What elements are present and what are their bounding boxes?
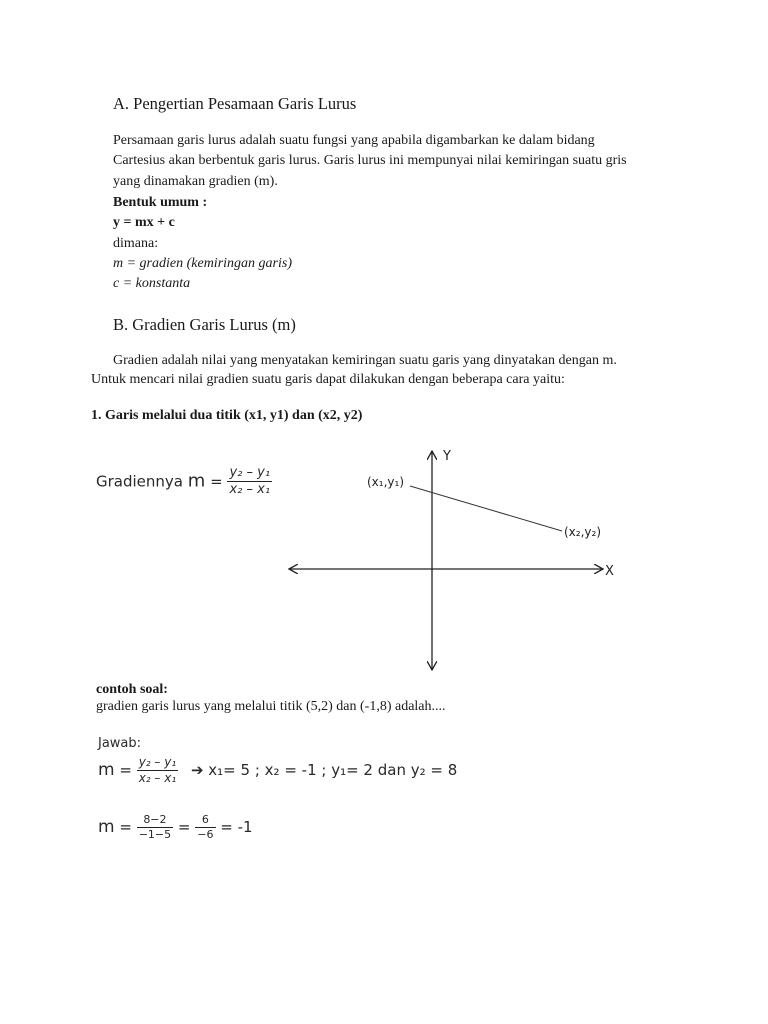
gradient-formula-m: m	[187, 470, 206, 492]
gradient-formula-equals: =	[210, 472, 223, 491]
jawab-label: Jawab:	[98, 736, 142, 751]
calc-fraction-2-denominator: −6	[197, 827, 214, 841]
arrow-icon: ➔	[190, 761, 204, 780]
section-b-heading: B. Gradien Garis Lurus (m)	[113, 315, 296, 334]
section-b-paragraph-line-2: Untuk mencari nilai gradien suatu garis dapat dilakukan dengan beberapa cara yaitu:	[91, 372, 565, 387]
example-question: gradien garis lurus yang melalui titik (5,2) dan (-1,8) adalah....	[96, 699, 446, 714]
calc-fraction-1-denominator: −1−5	[138, 827, 172, 841]
calc-fraction-2	[195, 814, 215, 841]
calc-equals-1: =	[119, 817, 132, 836]
subsection-1-heading: 1. Garis melalui dua titik (x1, y1) dan (x2, y2)	[91, 408, 363, 423]
answer-equals: =	[119, 761, 132, 780]
point-2-label: (x₂,y₂)	[564, 525, 602, 539]
calc-m: m	[98, 816, 115, 837]
section-a-paragraph-line-3: yang dinamakan gradien (m).	[113, 174, 278, 189]
definition-m: m = gradien (kemiringan garis)	[113, 256, 292, 271]
section-a-paragraph-line-1: Persamaan garis lurus adalah suatu fungsi yang apabila digambarkan ke dalam bidang	[113, 133, 595, 148]
gradient-formula-label: Gradiennya	[96, 472, 183, 491]
bentuk-umum-label: Bentuk umum :	[113, 195, 208, 210]
calc-equals-2: =	[177, 817, 191, 836]
section-b-paragraph-line-1: Gradien adalah nilai yang menyatakan kemiringan suatu garis yang dinyatakan dengan m.	[113, 353, 617, 368]
answer-m: m	[98, 760, 115, 781]
calculation	[98, 814, 253, 841]
x-axis-label: X	[605, 564, 614, 579]
answer-fraction	[137, 756, 178, 785]
y-axis-label: Y	[443, 449, 451, 464]
section-a-heading: A. Pengertian Pesamaan Garis Lurus	[113, 94, 357, 113]
cartesian-graph	[280, 440, 625, 675]
example-label: contoh soal:	[96, 682, 168, 697]
answer-fraction-numerator: y₂ – y₁	[138, 755, 177, 769]
gradient-fraction-numerator: y₂ – y₁	[229, 465, 271, 480]
dimana-label: dimana:	[113, 236, 159, 251]
answer-formula	[98, 756, 457, 785]
calc-fraction-2-numerator: 6	[195, 814, 215, 828]
definition-c: c = konstanta	[113, 276, 191, 291]
calc-fraction-1-numerator: 8−2	[137, 814, 173, 828]
sloped-line	[410, 486, 562, 531]
gradient-fraction-denominator: x₂ – x₁	[229, 481, 271, 497]
general-formula: y = mx + c	[113, 215, 175, 230]
calc-fraction-1	[137, 814, 173, 841]
answer-values: x₁= 5 ; x₂ = -1 ; y₁= 2 dan y₂ = 8	[208, 761, 458, 780]
gradient-formula	[96, 466, 272, 498]
calc-result: = -1	[220, 817, 253, 836]
gradient-fraction	[227, 466, 272, 498]
point-1-label: (x₁,y₁)	[367, 475, 405, 489]
answer-fraction-denominator: x₂ – x₁	[138, 770, 177, 785]
section-a-paragraph-line-2: Cartesius akan berbentuk garis lurus. Garis lurus ini mempunyai nilai kemiringan suatu gris	[113, 153, 627, 168]
